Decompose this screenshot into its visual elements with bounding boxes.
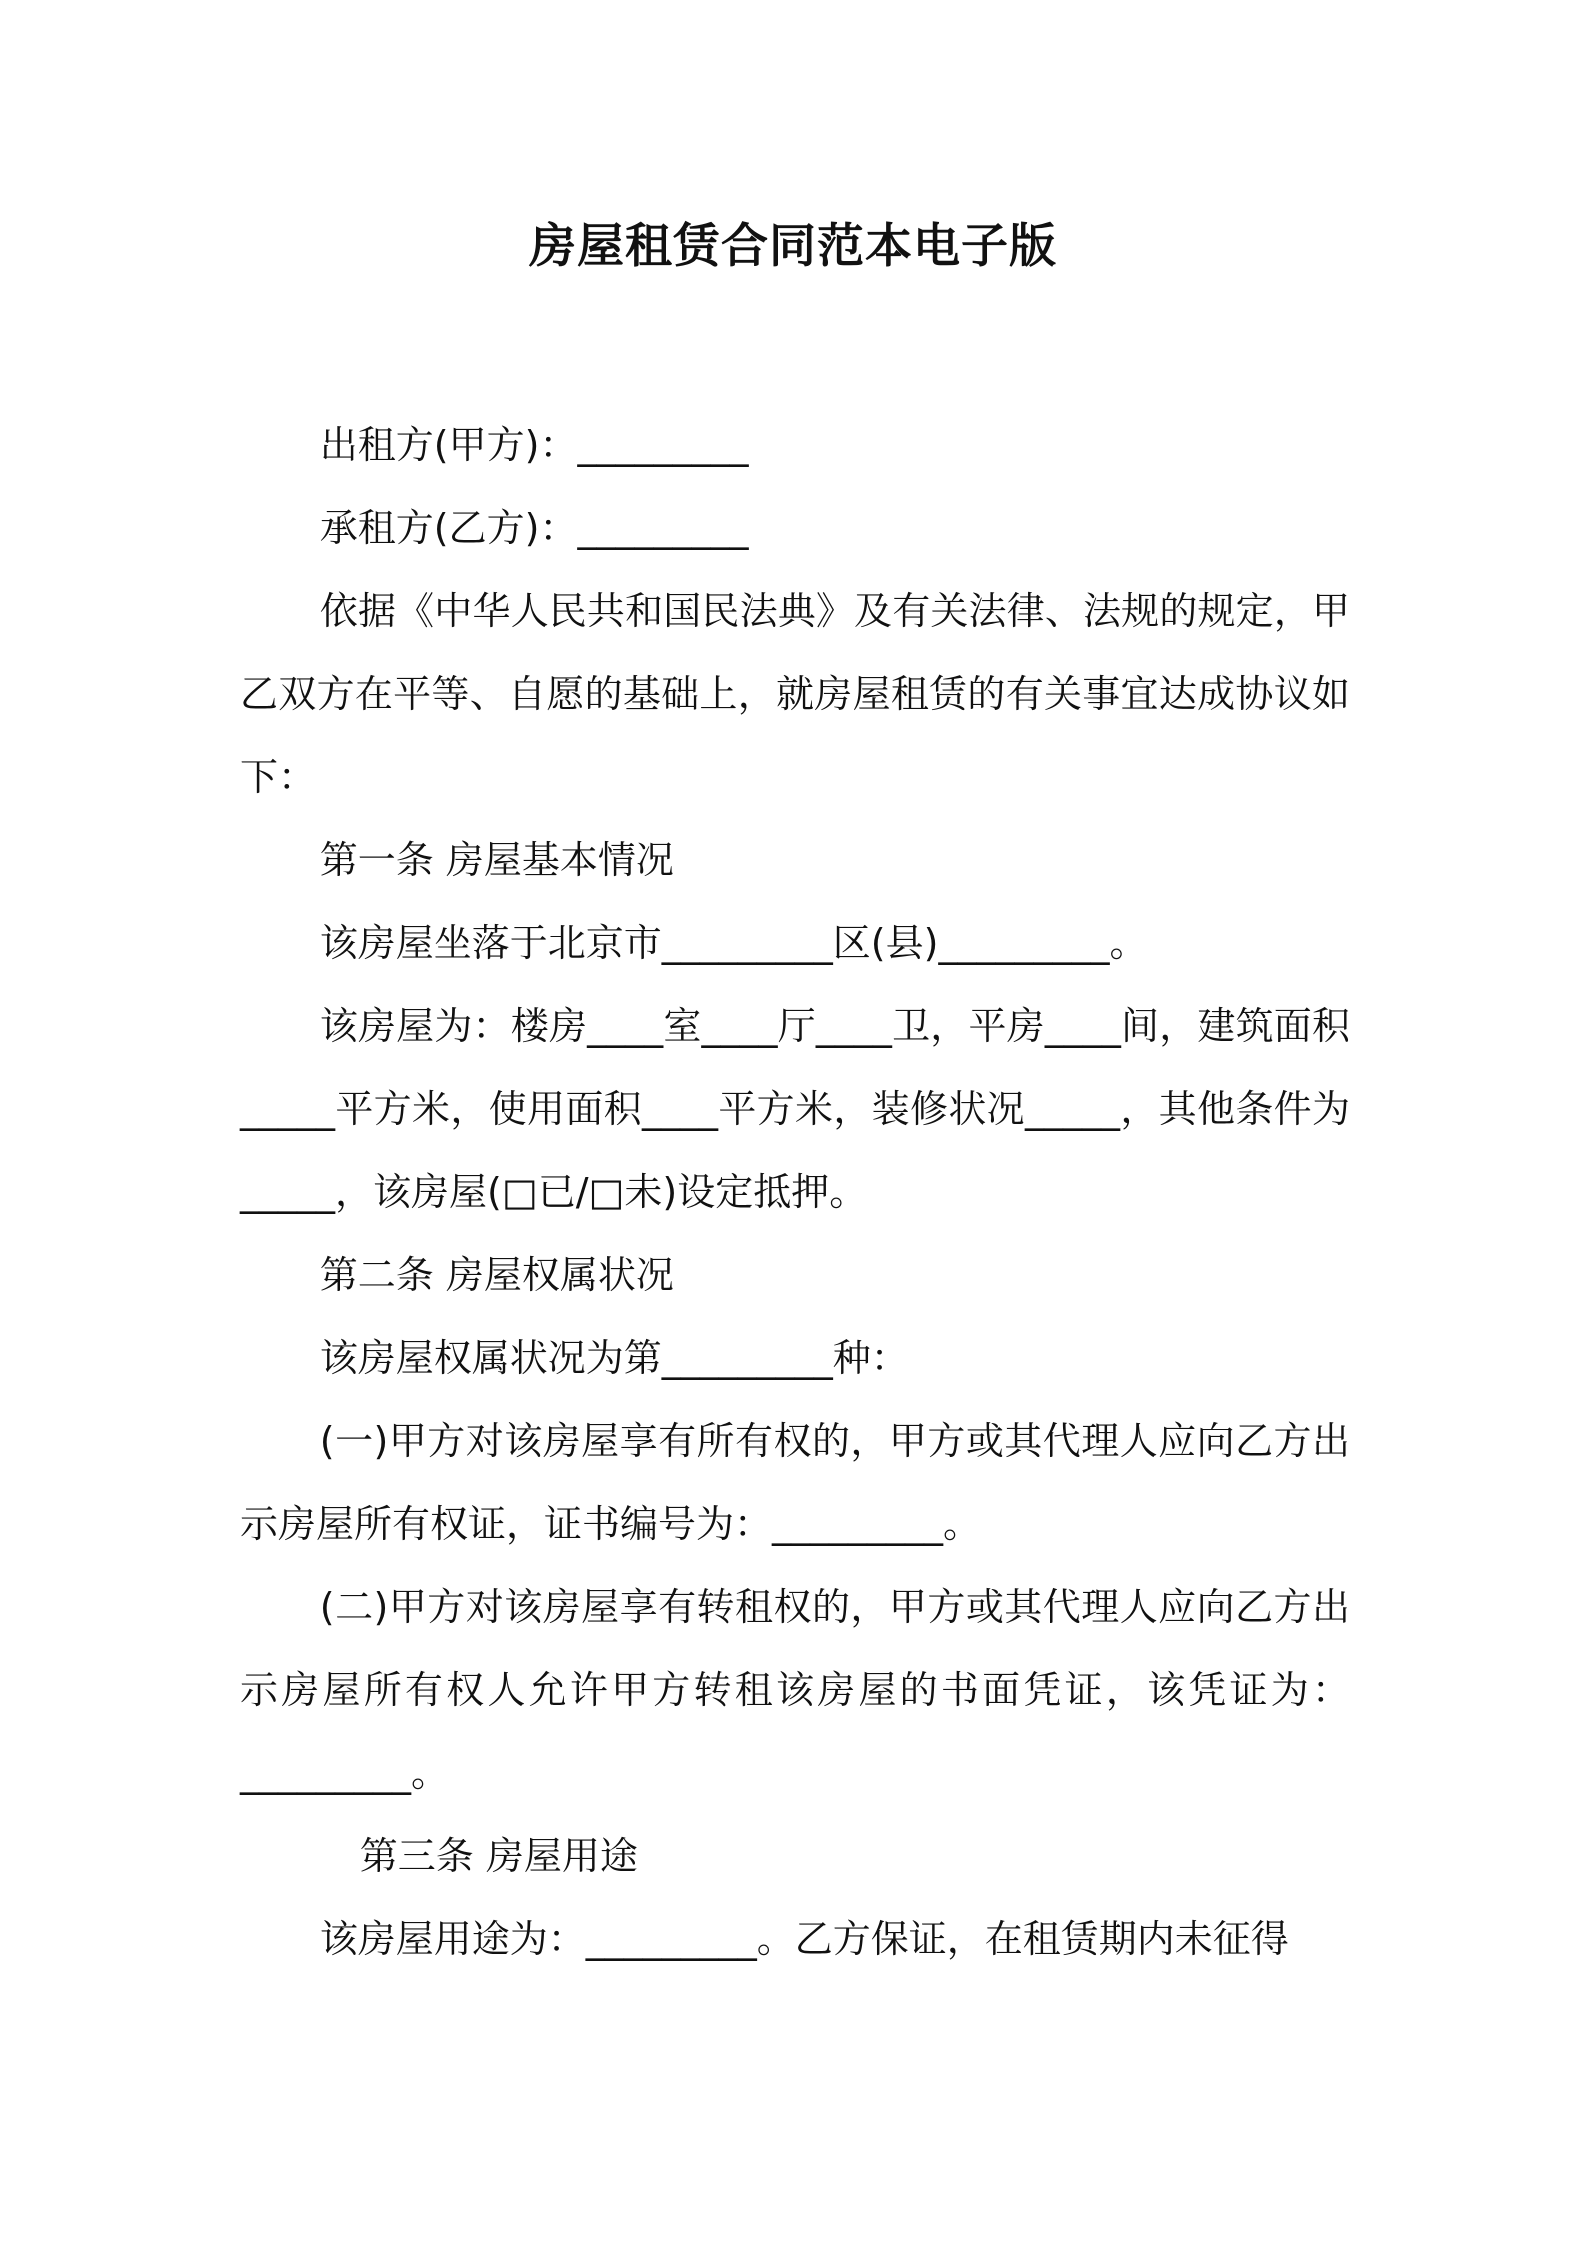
property-location-paragraph: 该房屋坐落于北京市_________区(县)_________。	[319, 921, 1148, 965]
ownership-clause-2: (二)甲方对该房屋享有转租权的，甲方或其代理人应向乙方出示房屋所有权人允许甲方转租该房屋的书面凭证，该凭证为：_________。	[240, 1585, 1350, 1795]
ownership-type-paragraph: 该房屋权属状况为第_________种：	[319, 1336, 909, 1380]
lessor-line: 出租方(甲方)：_________	[319, 423, 749, 467]
document-body	[240, 404, 1350, 1981]
document-title: 房屋租赁合同范本电子版	[529, 219, 1057, 274]
preamble-paragraph: 依据《中华人民共和国民法典》及有关法律、法规的规定，甲乙双方在平等、自愿的基础上，就房屋租赁的有关事宜达成协议如下：	[240, 589, 1350, 799]
article-1-heading: 第一条 房屋基本情况	[319, 838, 674, 882]
property-details-paragraph: 该房屋为：楼房____室____厅____卫，平房____间，建筑面积_____平方米，使用面积____平方米，装修状况_____，其他条件为_____，该房屋(□已/□未)设定抵押。	[240, 1004, 1350, 1214]
property-use-paragraph: 该房屋用途为：_________。乙方保证，在租赁期内未征得	[319, 1917, 1289, 1961]
article-3-heading: 第三条 房屋用途	[359, 1834, 638, 1878]
ownership-clause-1: (一)甲方对该房屋享有所有权的，甲方或其代理人应向乙方出示房屋所有权证，证书编号为：_________。	[240, 1419, 1350, 1546]
lessee-line: 承租方(乙方)：_________	[319, 506, 749, 550]
article-2-heading: 第二条 房屋权属状况	[319, 1253, 674, 1297]
